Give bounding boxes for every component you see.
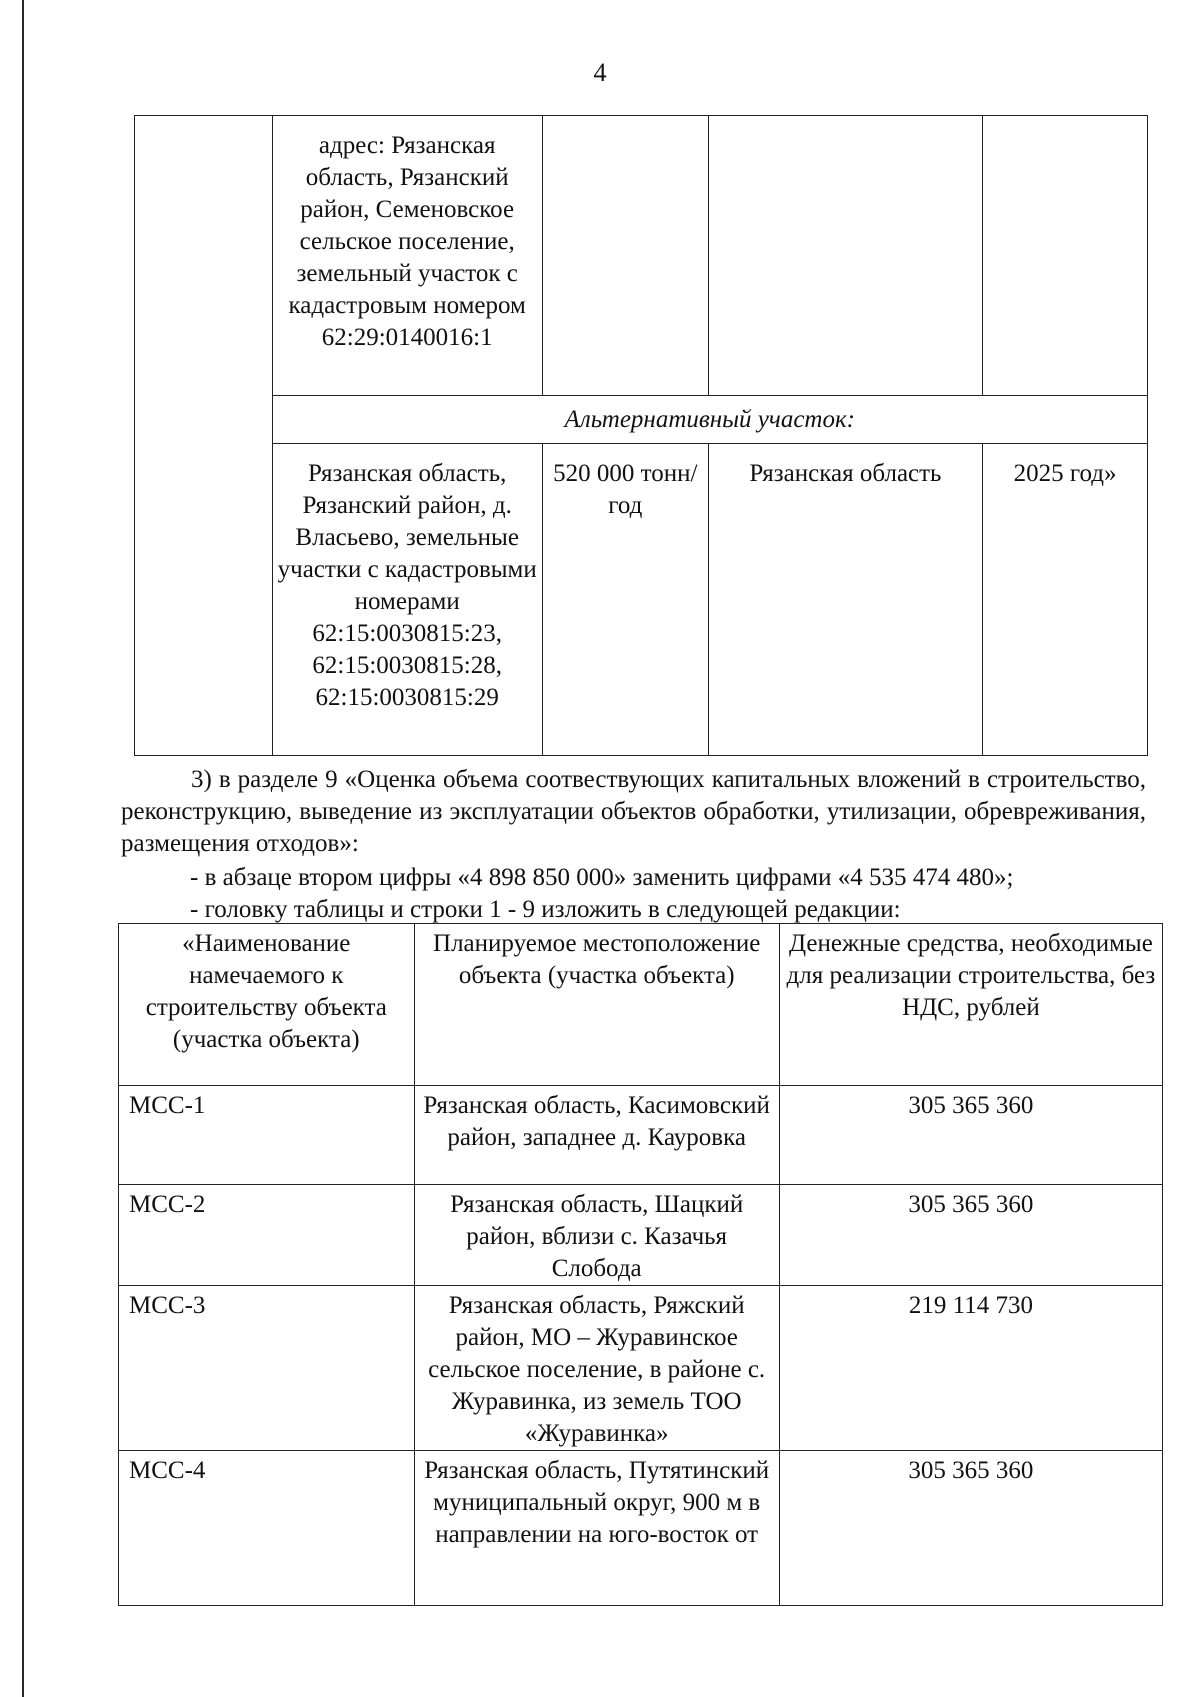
object-location: Рязанская область, Путятинский муниципальный округ, 900 м в направлении на юго-восток от [424,1457,770,1548]
alt-region-text: Рязанская область [749,460,942,487]
header-object-name [119,924,415,1086]
paragraph-section-9 [121,764,1146,860]
object-name: МСС-2 [129,1191,206,1218]
object-name: МСС-4 [129,1457,206,1484]
header-funds [779,924,1162,1086]
alternative-heading-cell [272,396,1147,444]
cell-location [414,1185,779,1286]
table-row [135,396,1148,444]
alt-capacity-text: 520 000 тонн/год [553,460,698,519]
table-row [119,1286,1163,1451]
page-number: 4 [593,58,607,87]
table-cell-index [135,116,273,756]
cell-location [414,1451,779,1606]
paragraph-table-edit: - головку таблицы и строки 1 - 9 изложить в следующей редакции: [190,896,901,923]
table-header-row [119,924,1163,1086]
table-row [135,116,1148,396]
alt-location-text: Рязанская область, Рязанский район, д. Власьево, земельные участки с кадастровыми номерами 62:15:0030815:23, 62:15:0030815:28, 62:15:0030815:29 [277,460,537,711]
table-cell-location [272,444,542,756]
table-row [119,1086,1163,1185]
cell-object-name [119,1086,415,1185]
cell-amount [779,1451,1162,1606]
table-cell-capacity [542,116,708,396]
cell-amount [779,1286,1162,1451]
table-cell-location [272,116,542,396]
cell-location [414,1086,779,1185]
object-location: Рязанская область, Касимовский район, западнее д. Кауровка [423,1092,770,1151]
investment-table [118,923,1163,1606]
sites-table-continuation [134,115,1148,756]
table-row [119,1451,1163,1606]
table-cell-year [983,116,1148,396]
paragraph-replace-figures: - в абзаце втором цифры «4 898 850 000» заменить цифрами «4 535 474 480»; [190,864,1014,891]
table-cell-region [708,116,982,396]
cell-amount [779,1185,1162,1286]
cell-object-name [119,1286,415,1451]
alt-year-text: 2025 год» [1013,460,1117,487]
address-text: адрес: Рязанская область, Рязанский район, Семеновское сельское поселение, земельный участок с кадастровым номером 62:29:0140016:1 [288,132,526,351]
cell-object-name [119,1451,415,1606]
object-location: Рязанская область, Ряжский район, МО – Журавинское сельское поселение, в районе с. Журавинка, из земель ТОО «Журавинка» [428,1292,766,1447]
object-amount: 219 114 730 [908,1292,1033,1319]
paragraph-text: 3) в разделе 9 «Оценка объема соотвествующих капитальных вложений в строительство, реконструкцию, выведение из эксплуатации объектов обработки, утилизации, обревреживания, размещения отходов»: [121,766,1146,857]
object-name: МСС-3 [129,1292,206,1319]
header-location [414,924,779,1086]
scan-margin-line [22,0,24,1697]
object-amount: 305 365 360 [908,1457,1034,1484]
header-text: Денежные средства, необходимые для реализации строительства, без НДС, рублей [786,930,1156,1021]
cell-object-name [119,1185,415,1286]
table-row [119,1185,1163,1286]
header-text: Планируемое местоположение объекта (участка объекта) [433,930,761,989]
object-location: Рязанская область, Шацкий район, вблизи с. Казачья Слобода [450,1191,744,1282]
object-name: МСС-1 [129,1092,206,1119]
table-cell-capacity [542,444,708,756]
table-cell-region [708,444,982,756]
cell-amount [779,1086,1162,1185]
cell-location [414,1286,779,1451]
alternative-heading: Альтернативный участок: [564,405,856,433]
table-row [135,444,1148,756]
table-cell-year [983,444,1148,756]
header-text: «Наименование намечаемого к строительству объекта (участка объекта) [145,930,387,1053]
object-amount: 305 365 360 [908,1092,1034,1119]
object-amount: 305 365 360 [908,1191,1034,1218]
